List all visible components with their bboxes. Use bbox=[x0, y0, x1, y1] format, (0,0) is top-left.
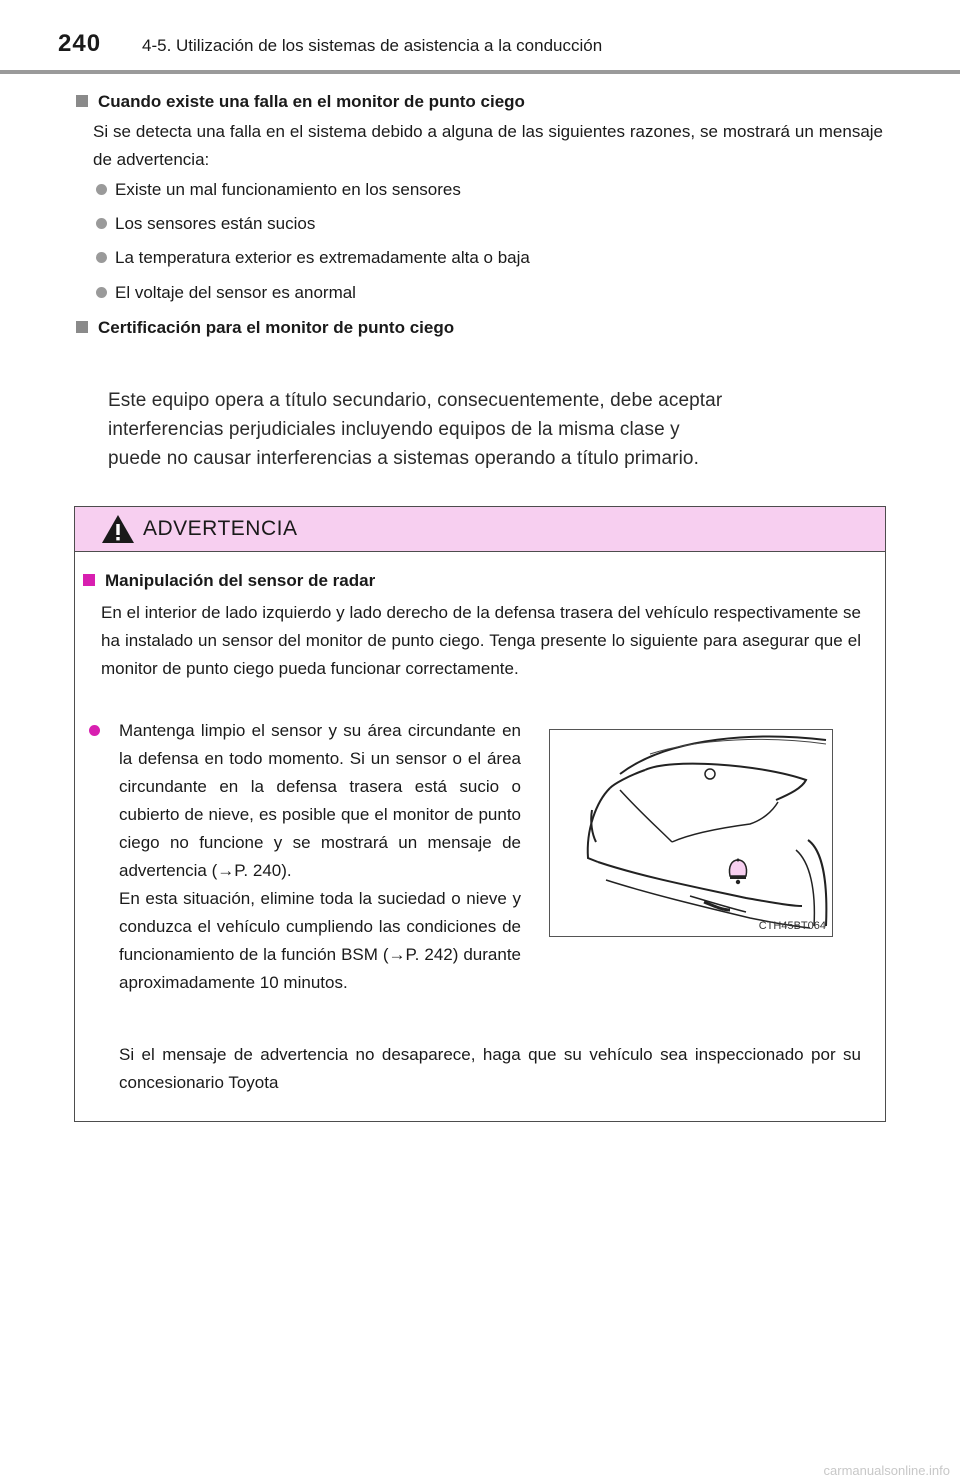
warning-heading: Manipulación del sensor de radar bbox=[83, 571, 375, 591]
list-item: El voltaje del sensor es anormal bbox=[96, 283, 356, 303]
square-bullet-icon bbox=[76, 321, 88, 333]
warning-triangle-icon bbox=[101, 513, 135, 545]
section-heading-failure: Cuando existe una falla en el monitor de punto ciego bbox=[76, 92, 525, 112]
header-divider bbox=[0, 70, 960, 74]
circle-bullet-icon bbox=[96, 252, 107, 263]
section-heading-certification: Certificación para el monitor de punto ciego bbox=[76, 318, 454, 338]
page-header bbox=[0, 0, 960, 80]
circle-bullet-icon bbox=[89, 725, 100, 736]
list-item: La temperatura exterior es extremadamente alta o baja bbox=[96, 248, 530, 268]
rear-bumper-sensor-illustration bbox=[549, 729, 833, 937]
warning-list-item bbox=[89, 717, 521, 997]
circle-bullet-icon bbox=[96, 287, 107, 298]
circle-bullet-icon bbox=[96, 218, 107, 229]
car-rear-illustration bbox=[550, 730, 832, 936]
page-number: 240 bbox=[58, 30, 102, 57]
watermark: carmanualsonline.info bbox=[823, 1463, 950, 1478]
failure-intro-text: Si se detecta una falla en el sistema debido a alguna de las siguientes razones, se mostrará un mensaje de advertencia: bbox=[93, 122, 883, 169]
certification-text: Este equipo opera a título secundario, consecuentemente, debe aceptar interferencias perjudiciales incluyendo equipos de la misma clase y puede no causar interferencias a sistemas operando a título primario. bbox=[108, 390, 723, 469]
list-item: Los sensores están sucios bbox=[96, 214, 315, 234]
circle-bullet-icon bbox=[96, 184, 107, 195]
section-title: 4-5. Utilización de los sistemas de asistencia a la conducción bbox=[142, 36, 603, 55]
warning-bullet-text: Mantenga limpio el sensor y su área circundante en la defensa en todo momento. Si un sensor o el área circundante en la defensa trasera está sucio o cubierto de nieve, es posible que el monitor de punto ciego no funcione y se mostrará un mensaje de advertencia (→P. 240). bbox=[119, 721, 521, 880]
warning-box bbox=[74, 506, 886, 1122]
warning-title: ADVERTENCIA bbox=[143, 517, 298, 540]
warning-paragraph: En el interior de lado izquierdo y lado derecho de la defensa trasera del vehículo respectivamente se ha instalado un sensor del monitor de punto ciego. Tenga presente lo siguiente para asegurar que el monitor de punto ciego pueda funcionar correctamente. bbox=[101, 603, 861, 678]
warning-bullet-text: En esta situación, elimine toda la suciedad o nieve y conduzca el vehículo cumpliendo las condiciones de funcionamiento de la función BSM (→P. 242) durante aproximadamente 10 minutos. bbox=[119, 889, 521, 992]
square-bullet-icon bbox=[83, 574, 95, 586]
warning-final-text: Si el mensaje de advertencia no desaparece, haga que su vehículo sea inspeccionado por su concesionario Toyota bbox=[119, 1045, 861, 1092]
figure-caption: CTH45BT064 bbox=[758, 920, 826, 932]
square-bullet-icon bbox=[76, 95, 88, 107]
warning-header bbox=[75, 507, 885, 552]
list-item: Existe un mal funcionamiento en los sensores bbox=[96, 180, 461, 200]
